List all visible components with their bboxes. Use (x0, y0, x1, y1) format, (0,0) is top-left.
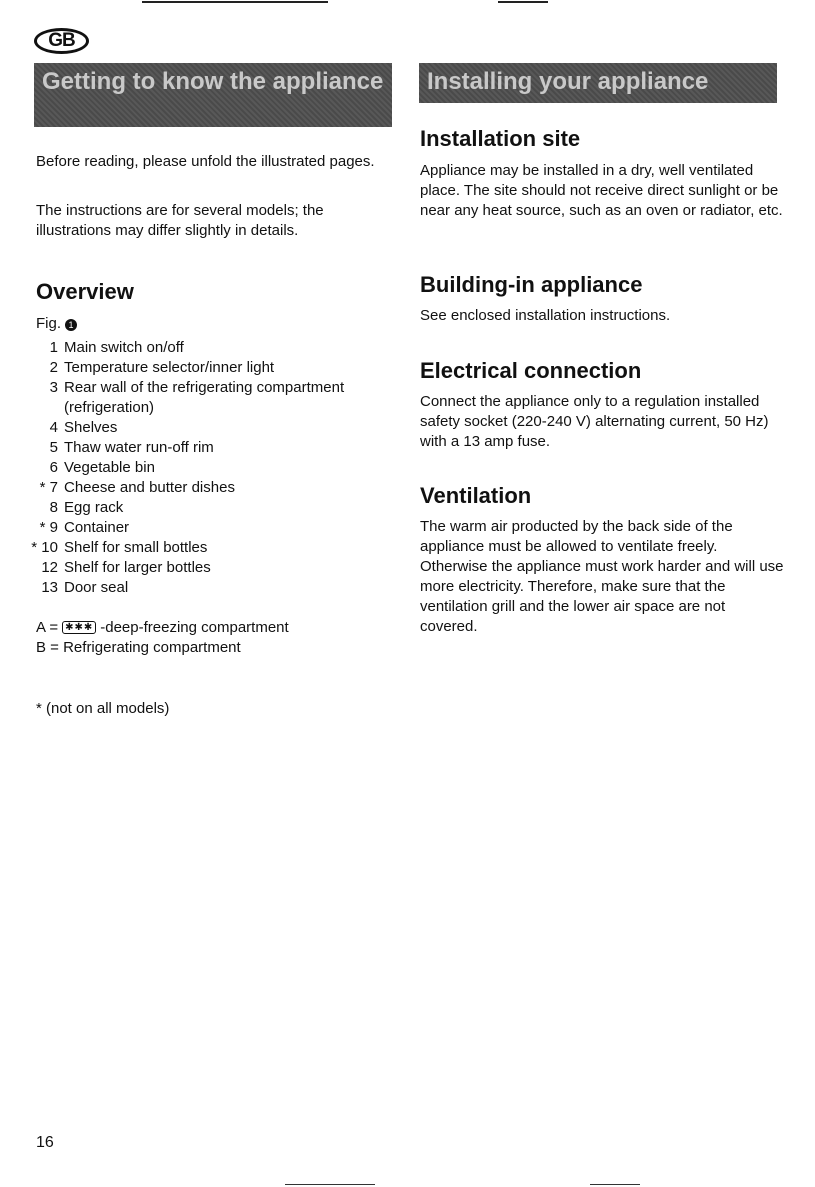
list-item-text: Vegetable bin (64, 459, 155, 476)
list-item-number: 1 (49, 339, 58, 356)
building-in-text: See enclosed installation instructions. (420, 307, 671, 324)
list-item-number: 3 (49, 379, 58, 396)
footnote: * (not on all models) (36, 700, 170, 717)
ventilation-text: The warm air producted by the back side of the appliance must be allowed to ventilate freely. Otherwise the appliance must work harder and will use more electricity. Therefore, make sure that the ventilation grill and the lower air space are not covered. (420, 518, 784, 635)
bottom-rule-left (285, 1184, 375, 1185)
intro-paragraph-1: Before reading, please unfold the illustrated pages. (36, 153, 375, 170)
overview-list-item (30, 498, 410, 518)
overview-list-item (30, 458, 410, 478)
list-item-text: Door seal (64, 579, 129, 596)
list-item-number: 4 (49, 419, 58, 436)
section-banner-installing: Installing your appliance (419, 63, 777, 103)
figure-number-badge: 1 (65, 319, 77, 331)
overview-parts-list (30, 338, 410, 598)
electrical-connection-heading: Electrical connection (420, 358, 642, 383)
list-item-number: 2 (49, 359, 58, 376)
list-item-text: Thaw water run-off rim (64, 439, 214, 456)
page-number: 16 (36, 1134, 54, 1151)
installation-site-heading: Installation site (420, 126, 581, 151)
legend-a (36, 618, 381, 638)
overview-list-item (30, 358, 410, 378)
legend-a-text: -deep-freezing compartment (100, 619, 289, 636)
list-item-number: 8 (49, 499, 58, 516)
overview-list-item (30, 418, 410, 438)
top-rule-left (142, 1, 328, 3)
overview-heading: Overview (36, 279, 134, 304)
list-item-number: * 9 (39, 519, 58, 536)
intro-paragraph-2: The instructions are for several models; the illustrations may differ slightly in details. (36, 202, 324, 239)
section-banner-getting-to-know: Getting to know the appliance (34, 63, 392, 127)
list-item-text: Cheese and butter dishes (64, 479, 235, 496)
list-item-text: Temperature selector/inner light (64, 359, 275, 376)
legend-b: B = Refrigerating compartment (36, 639, 241, 656)
list-item-number: 6 (49, 459, 58, 476)
installation-site-text: Appliance may be installed in a dry, well ventilated place. The site should not receive direct sunlight or be near any heat source, such as an oven or radiator, etc. (420, 162, 783, 219)
list-item-number: * 10 (31, 539, 58, 556)
top-rule-right (498, 1, 548, 3)
list-item-number: * 7 (39, 479, 58, 496)
list-item-text: Rear wall of the refrigerating compartment (refrigeration) (64, 379, 345, 416)
list-item-number: 12 (41, 559, 58, 576)
list-item-text: Shelf for larger bottles (64, 559, 211, 576)
electrical-connection-text: Connect the appliance only to a regulation installed safety socket (220-240 V) alternating current, 50 Hz) with a 13 amp fuse. (420, 393, 769, 450)
overview-list-item (30, 338, 410, 358)
overview-list-item (30, 558, 410, 578)
figure-label: Fig. (36, 315, 62, 332)
list-item-text: Shelf for small bottles (64, 539, 208, 556)
list-item-number: 5 (49, 439, 58, 456)
language-badge: GB (34, 28, 89, 54)
figure-reference (36, 314, 77, 334)
ventilation-heading: Ventilation (420, 483, 532, 508)
building-in-heading: Building-in appliance (420, 272, 643, 297)
list-item-text: Egg rack (64, 499, 124, 516)
list-item-text: Container (64, 519, 130, 536)
overview-list-item (30, 518, 410, 538)
list-item-number: 13 (41, 579, 58, 596)
overview-list-item (30, 538, 410, 558)
overview-list-item (30, 578, 410, 598)
list-item-text: Shelves (64, 419, 118, 436)
overview-list-item (30, 378, 410, 418)
star-freezer-icon: ✱✱✱ (62, 621, 96, 634)
list-item-text: Main switch on/off (64, 339, 184, 356)
bottom-rule-right (590, 1184, 640, 1185)
overview-list-item (30, 438, 410, 458)
overview-list-item (30, 478, 410, 498)
legend-a-prefix: A = (36, 619, 59, 636)
